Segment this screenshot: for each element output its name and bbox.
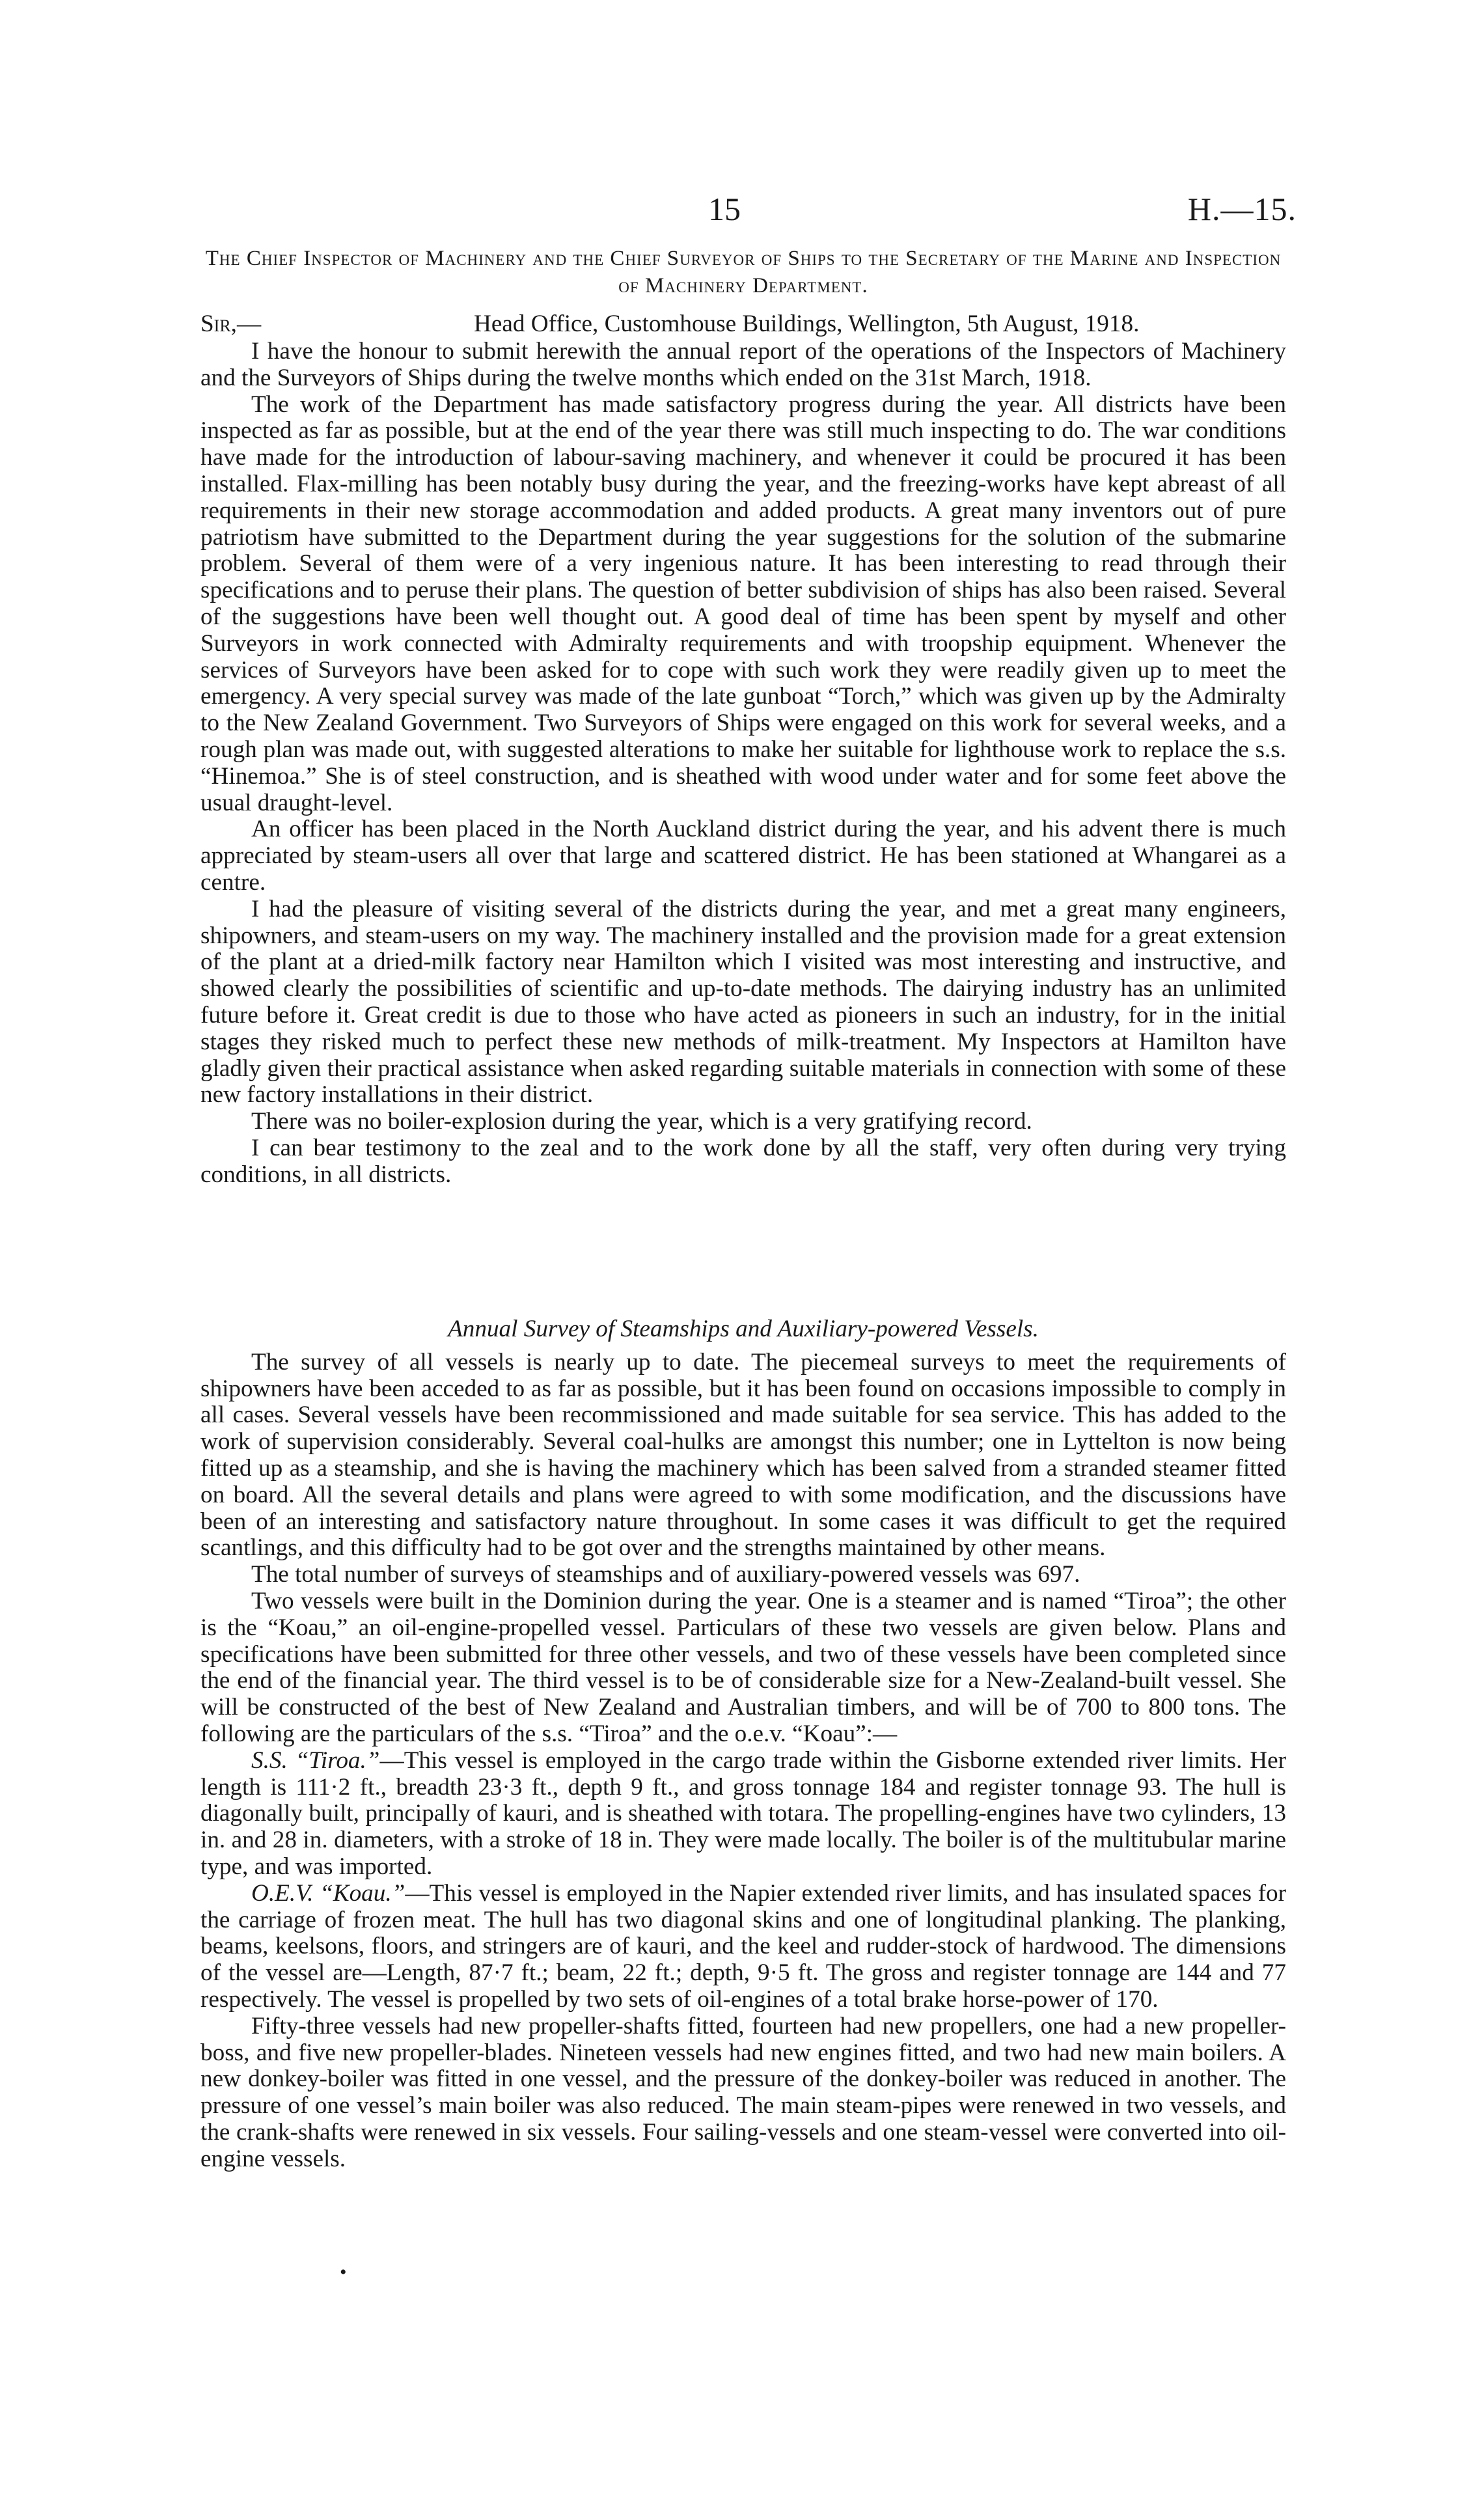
paragraph: There was no boiler-explosion during the year, which is a very gratifying record.	[251, 1108, 1032, 1135]
paragraph: The total number of surveys of steamships and of auxiliary-powered vessels was 697.	[251, 1561, 1080, 1588]
letter-body	[200, 338, 1286, 1189]
tiroa-text: —This vessel is employed in the cargo trade within the Gisborne extended river limits. Her length is 111·2 ft., breadth 23·3 ft., depth 9 ft., and gross tonnage 184 and register tonnage 93. The hull is diagonally built, principally of kauri, and is sheathed with totara. The propelling-engines have two cylinders, 13 in. and 28 in. diameters, with a stroke of 18 in. They were made locally. The boiler is of the multitubular marine type, and was imported.	[200, 1747, 1286, 1880]
paragraph: I have the honour to submit herewith the annual report of the operations of the Inspectors of Machinery and the Surveyors of Ships during the twelve months which ended on the 31st March, 1918.	[200, 338, 1286, 391]
paragraph: An officer has been placed in the North Auckland district during the year, and his advent there is much appreciated by steam-users all over that large and scattered district. He has been stationed at Whangarei as a centre.	[200, 816, 1286, 896]
page-header	[0, 190, 1484, 236]
paragraph: I had the pleasure of visiting several of the districts during the year, and met a great many engineers, shipowners, and steam-users on my way. The machinery installed and the provision made for a great extension of the plant at a dried-milk factory near Hamilton which I visited was most interesting and instructive, and showed clearly the possibilities of scientific and up-to-date methods. The dairying industry has an unlimited future before it. Great credit is due to those who have acted as pioneers in such an industry, for in the initial stages they risked much to perfect these new methods of milk-treatment. My Inspectors at Hamilton have gladly given their practical assistance when asked regarding suitable materials in connection with some of these new factory installations in their district.	[200, 895, 1286, 1109]
salutation: Sir,—	[200, 311, 262, 337]
stray-mark: •	[340, 2261, 347, 2283]
letter-address: The Chief Inspector of Machinery and the Chief Surveyor of Ships to the Secretary of the Marine and Inspection of Machinery Department.	[205, 247, 1282, 297]
dateline: Head Office, Customhouse Buildings, Wellington, 5th August, 1918.	[474, 311, 1140, 337]
paragraph: The work of the Department has made satisfactory progress during the year. All districts have been inspected as far as possible, but at the end of the year there was still much inspecting to do. The war conditions have made for the introduction of labour-saving machinery, and whenever it could be procured it has been installed. Flax-milling has been notably busy during the year, and the freezing-works have kept abreast of all requirements in their new storage accommodation and added products. A great many inventors out of pure patriotism have submitted to the Department during the year suggestions for the solution of the submarine problem. Several of them were of a very ingenious nature. It has been interesting to read through their specifications and to peruse their plans. The question of better subdivision of ships has also been raised. Several of the suggestions have been well thought out. A good deal of time has been spent by myself and other Surveyors in work connected with Admiralty requirements and with troopship equipment. Whenever the services of Surveyors have been asked for to cope with such work they were readily given up to meet the emergency. A very special survey was made of the late gunboat “Torch,” which was given up by the Admiralty to the New Zealand Government. Two Surveyors of Ships were engaged on this work for several weeks, and a rough plan was made out, with suggested alterations to make her suitable for lighthouse work to replace the s.s. “Hinemoa.” She is of steel construction, and is sheathed with wood under water and for some feet above the usual draught-level.	[200, 391, 1286, 816]
paragraph: I can bear testimony to the zeal and to the work done by all the staff, very often during very trying conditions, in all districts.	[200, 1134, 1286, 1188]
section-heading: Annual Survey of Steamships and Auxiliary-powered Vessels.	[448, 1316, 1039, 1342]
tiroa-paragraph	[200, 1748, 1286, 1881]
koau-text: —This vessel is employed in the Napier extended river limits, and has insulated spaces for the carriage of frozen meat. The hull has two diagonal skins and one of longitudinal planking. The planking, beams, keelsons, floors, and stringers are of kauri, and the keel and rudder-stock of hardwood. The dimensions of the vessel are—Length, 87·7 ft.; beam, 22 ft.; depth, 9·5 ft. The gross and register tonnage are 144 and 77 respectively. The vessel is propelled by two sets of oil-engines of a total brake horse-power of 170.	[200, 1879, 1286, 2013]
document-code: H.—15.	[1187, 191, 1297, 227]
koau-paragraph	[200, 1881, 1286, 2013]
paragraph: Fifty-three vessels had new propeller-shafts fitted, fourteen had new propellers, one had a new propeller-boss, and five new propeller-blades. Nineteen vessels had new engines fitted, and two had new main boilers. A new donkey-boiler was fitted in one vessel, and the pressure of the donkey-boiler was reduced in another. The pressure of one vessel’s main boiler was also reduced. The main steam-pipes were renewed in two vessels, and the crank-shafts were renewed in six vessels. Four sailing-vessels and one steam-vessel were converted into oil-engine vessels.	[200, 2012, 1286, 2172]
salutation-row	[200, 310, 1286, 338]
survey-section	[200, 1316, 1286, 2173]
paragraph: Two vessels were built in the Dominion during the year. One is a steamer and is named “Tiroa”; the other is the “Koau,” an oil-engine-propelled vessel. Particulars of these two vessels are given below. Plans and specifications have been submitted for three other vessels, and two of these vessels have been completed since the end of the financial year. The third vessel is to be of considerable size for a New-Zealand-built vessel. She will be constructed of the best of New Zealand and Australian timbers, and will be of 700 to 800 tons. The following are the particulars of the s.s. “Tiroa” and the o.e.v. “Koau”:—	[200, 1587, 1286, 1747]
page-number: 15	[708, 191, 741, 227]
paragraph: The survey of all vessels is nearly up to date. The piecemeal surveys to meet the requirements of shipowners have been acceded to as far as possible, but it has been found on occasions impossible to comply in all cases. Several vessels have been recommissioned and made suitable for sea service. This has added to the work of supervision considerably. Several coal-hulks are amongst this number; one in Lyttelton is now being fitted up as a steamship, and she is having the machinery which has been salved from a stranded steamer fitted on board. All the several details and plans were agreed to with some modification, and the discussions have been of an interesting and satisfactory nature throughout. In some cases it was difficult to get the required scantlings, and this difficulty had to be got over and the strengths maintained by other means.	[200, 1348, 1286, 1562]
tiroa-lead: S.S. “Tiroa.”	[251, 1747, 380, 1774]
koau-lead: O.E.V. “Koau.”	[251, 1879, 405, 1907]
